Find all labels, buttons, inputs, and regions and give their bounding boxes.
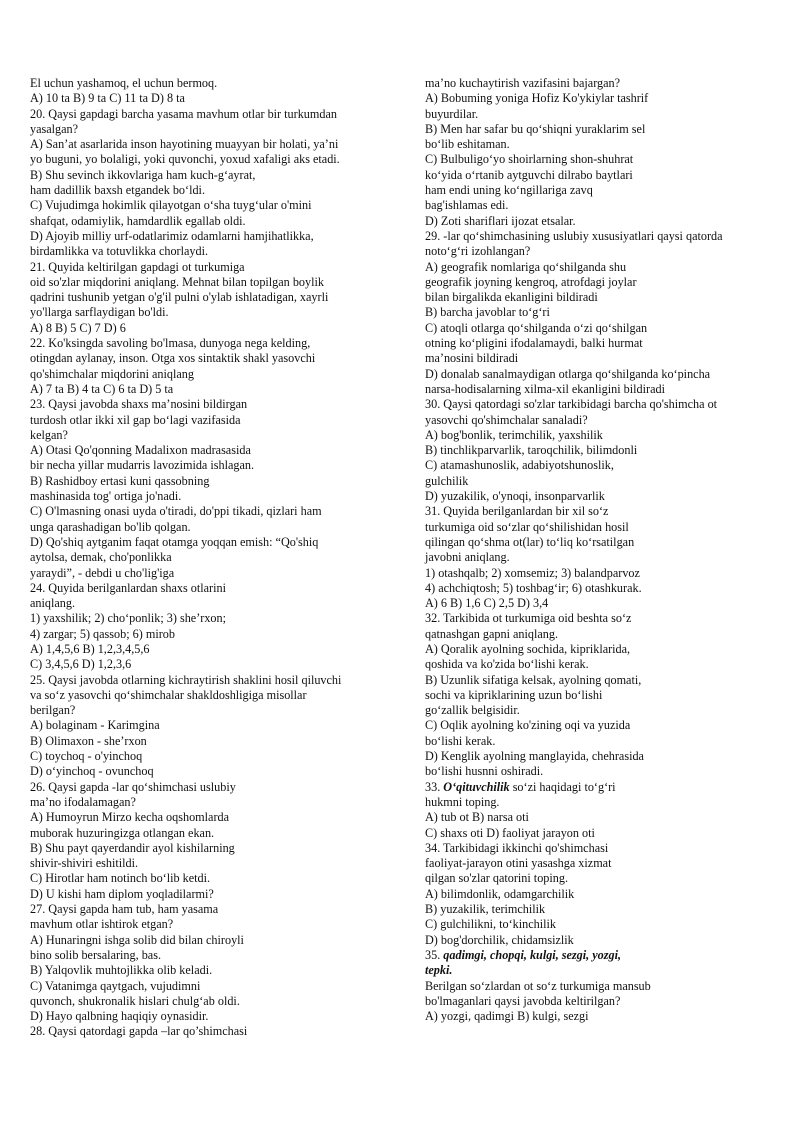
- text-line: bir necha yillar mudarris lavozimida ishlagan.: [30, 458, 255, 473]
- text-line: noto‘g‘ri izohlangan?: [425, 244, 531, 259]
- text-line: go‘zallik belgisidir.: [425, 703, 520, 718]
- text-line: D) donalab sanalmaydigan otlarga qo‘shilganda ko‘pincha: [425, 366, 711, 381]
- text-line: ko‘yida o‘rtanib aytguvchi dilrabo baytlari: [425, 167, 633, 182]
- text-line: ma’no kuchaytirish vazifasini bajargan?: [425, 76, 621, 90]
- text-line: C) Oqlik ayolning ko'zining oqi va yuzida: [425, 718, 631, 733]
- text-line: buyurdilar.: [425, 106, 479, 121]
- text-line: A) 1,4,5,6 B) 1,2,3,4,5,6: [30, 641, 150, 656]
- question-33-number: 33.: [425, 779, 444, 794]
- text-line: D) yuzakilik, o'ynoqi, insonparvarlik: [425, 489, 605, 504]
- text-line: bo‘lib eshitaman.: [425, 137, 510, 152]
- text-line: narsa-hodisalarning xilma-xil ekanligini bildiradi: [425, 381, 665, 396]
- text-line: bo'lmaganlari qaysi javobda keltirilgan?: [425, 993, 621, 1008]
- question-35-line: [425, 948, 773, 963]
- text-line: D) Hayo qalbning haqiqiy oynasidir.: [30, 1009, 209, 1024]
- text-line: ma’no ifodalamagan?: [30, 794, 136, 809]
- text-line: A) Hunaringni ishga solib did bilan chiroyli: [30, 932, 244, 947]
- text-line: B) Shu sevinch ikkovlariga ham kuch-g‘ayrat,: [30, 167, 256, 182]
- text-line: yo'llarga sarflaydigan bo'ldi.: [30, 305, 169, 320]
- text-line: qatnashgan gapni aniqlang.: [425, 626, 559, 641]
- text-line: aniqlang.: [30, 596, 76, 611]
- text-line: birdamlikka va totuvlikka chorlaydi.: [30, 244, 209, 259]
- text-line: A) bog'bonlik, terimchilik, yaxshilik: [425, 427, 603, 442]
- text-line: B) Uzunlik sifatiga kelsak, ayolning qomati,: [425, 672, 642, 687]
- text-line: D) bog'dorchilik, chidamsizlik: [425, 932, 574, 947]
- text-line: A) bolaginam - Karimgina: [30, 718, 160, 733]
- text-line: C) Hirotlar ham notinch bo‘lib ketdi.: [30, 871, 211, 886]
- text-line: D) Qo'shiq aytganim faqat otamga yoqqan emish: “Qo'shiq: [30, 534, 319, 549]
- text-line: bag'ishlamas edi.: [425, 198, 509, 213]
- text-line: 34. Tarkibidagi ikkinchi qo'shimchasi: [425, 840, 609, 855]
- text-line: turkumiga oid so‘zlar qo‘shilishidan hosil: [425, 519, 629, 534]
- text-line: bo‘lishi kerak.: [425, 733, 496, 748]
- text-line: D) o‘yinchoq - ovunchoq: [30, 764, 154, 779]
- text-line: B) Men har safar bu qo‘shiqni yuraklarim sel: [425, 121, 646, 136]
- text-line: B) Rashidboy ertasi kuni qassobning: [30, 473, 210, 488]
- text-line: 28. Qaysi qatordagi gapda –lar qo’shimchasi: [30, 1024, 248, 1039]
- text-line: D) Kenglik ayolning manglayida, chehrasida: [425, 749, 644, 764]
- text-line: A) San’at asarlarida inson hayotining muayyan bir holati, ya’ni: [30, 137, 339, 152]
- text-line: yasovchi qo'shimchalar sanaladi?: [425, 412, 588, 427]
- text-line: C) 3,4,5,6 D) 1,2,3,6: [30, 657, 132, 672]
- text-line: C) O'lmasning onasi uyda o'tiradi, do'ppi tikadi, qizlari ham: [30, 504, 322, 519]
- text-line: ham dadillik baxsh etgandek bo‘ldi.: [30, 183, 205, 198]
- text-line: bo‘lishi husnni oshiradi.: [425, 764, 544, 779]
- text-line: C) gulchilikni, to‘kinchilik: [425, 917, 557, 932]
- text-line: turdosh otlar ikki xil gap bo‘lagi vazifasida: [30, 412, 241, 427]
- text-line: B) yuzakilik, terimchilik: [425, 902, 546, 917]
- text-line: unga qarashadigan bo'lib qolgan.: [30, 519, 191, 534]
- right-column-part1: [425, 76, 773, 780]
- text-line: 1) yaxshilik; 2) cho‘ponlik; 3) she’rxon;: [30, 611, 226, 626]
- text-line: 27. Qaysi gapda ham tub, ham yasama: [30, 902, 219, 917]
- text-line: yaraydi”, - debdi u cho'lig'iga: [30, 565, 175, 580]
- text-line: B) Shu payt qayerdandir ayol kishilarning: [30, 840, 235, 855]
- text-line: D) U kishi ham diplom yoqladilarmi?: [30, 886, 214, 901]
- right-column: [425, 76, 773, 1024]
- text-line: A) Humoyrun Mirzo kecha oqshomlarda: [30, 810, 230, 825]
- text-line: B) barcha javoblar to‘g‘ri: [425, 305, 550, 320]
- text-line: A) Otasi Qo'qonning Madalixon madrasasida: [30, 443, 251, 458]
- text-line: A) tub ot B) narsa oti: [425, 810, 529, 825]
- text-line: otning ko‘pligini ifodalamaydi, balki hurmat: [425, 336, 643, 351]
- text-line: A) 10 ta B) 9 ta C) 11 ta D) 8 ta: [30, 91, 185, 106]
- text-line: berilgan?: [30, 703, 76, 718]
- text-line: 23. Qaysi javobda shaxs ma’nosini bildirgan: [30, 397, 248, 412]
- text-line: 32. Tarkibida ot turkumiga oid beshta so‘z: [425, 611, 632, 626]
- text-line: C) shaxs oti D) faoliyat jarayon oti: [425, 825, 595, 840]
- text-line: C) atoqli otlarga qo‘shilganda o‘zi qo‘shilgan: [425, 320, 648, 335]
- text-line: A) Qoralik ayolning sochida, kipriklarida,: [425, 641, 631, 656]
- text-line: qoshida va ko'zida bo‘lishi kerak.: [425, 657, 589, 672]
- text-line: A) 6 B) 1,6 C) 2,5 D) 3,4: [425, 596, 549, 611]
- text-line: B) Olimaxon - she’rxon: [30, 733, 147, 748]
- question-33-line: [425, 780, 773, 795]
- text-line: yasalgan?: [30, 121, 79, 136]
- text-line: qo'shimchalar miqdorini aniqlang: [30, 366, 194, 381]
- text-line: aytolsa, demak, cho'ponlikka: [30, 550, 172, 565]
- text-line: oid so'zlar miqdorini aniqlang. Mehnat bilan topilgan boylik: [30, 274, 324, 289]
- question-35-words-cont: tepki.: [425, 963, 453, 978]
- text-line: mavhum otlar ishtirok etgan?: [30, 917, 174, 932]
- text-line: D) Ajoyib milliy urf-odatlarimiz odamlarni hamjihatlikka,: [30, 228, 314, 243]
- text-line: qilgan so'zlar qatorini toping.: [425, 871, 569, 886]
- text-line: C) Vujudimga hokimlik qilayotgan o‘sha tuyg‘ular o'mini: [30, 198, 312, 213]
- text-line: bilan birgalikda ekanligini bildiradi: [425, 290, 598, 305]
- text-line: sochi va kipriklarining uzun bo‘lishi: [425, 687, 603, 702]
- right-column-part2: [425, 795, 773, 948]
- text-line: A) bilimdonlik, odamgarchilik: [425, 886, 575, 901]
- text-line: otingdan aylanay, inson. Otga xos sintaktik shakl yasovchi: [30, 351, 316, 366]
- text-line: shafqat, odamiylik, hamdardlik egallab oldi.: [30, 213, 246, 228]
- text-line: 4) zargar; 5) qassob; 6) mirob: [30, 626, 175, 641]
- text-line: 29. -lar qo‘shimchasining uslubiy xususiyatlari qaysi qatorda: [425, 228, 723, 243]
- text-line: gulchilik: [425, 473, 469, 488]
- right-column-part3: [425, 979, 773, 1025]
- text-line: geografik joyning kengroq, atrofdagi joylar: [425, 274, 637, 289]
- text-line: B) Yalqovlik muhtojlikka olib keladi.: [30, 963, 213, 978]
- text-line: qilingan qo‘shma ot(lar) to‘liq ko‘rsatilgan: [425, 534, 635, 549]
- text-line: C) toychoq - o'yinchoq: [30, 749, 143, 764]
- text-line: kelgan?: [30, 427, 68, 442]
- text-line: 21. Quyida keltirilgan gapdagi ot turkumiga: [30, 259, 245, 274]
- text-line: C) atamashunoslik, adabiyotshunoslik,: [425, 458, 614, 473]
- text-line: 31. Quyida berilganlardan bir xil so‘z: [425, 504, 609, 519]
- text-line: ham endi uning ko‘ngillariga zavq: [425, 183, 593, 198]
- text-line: 24. Quyida berilganlardan shaxs otlarini: [30, 580, 226, 595]
- text-line: D) Zoti shariflari ijozat etsalar.: [425, 213, 576, 228]
- text-line: hukmni toping.: [425, 794, 500, 809]
- question-33-term: O‘qituvchilik: [443, 779, 510, 794]
- text-line: 30. Qaysi qatordagi so'zlar tarkibidagi barcha qo'shimcha ot: [425, 397, 718, 412]
- text-line: shivir-shiviri eshitildi.: [30, 856, 139, 871]
- question-35-words: qadimgi, chopqi, kulgi, sezgi, yozgi,: [443, 947, 622, 962]
- text-line: A) geografik nomlariga qo‘shilganda shu: [425, 259, 627, 274]
- text-line: 4) achchiqtosh; 5) toshbag‘ir; 6) otashkurak.: [425, 580, 642, 595]
- text-line: muborak huzuringizga otlangan ekan.: [30, 825, 215, 840]
- text-line: faoliyat-jarayon otini yasashga xizmat: [425, 856, 612, 871]
- text-line: A) Bobuming yoniga Hofiz Ko'ykiylar tashrif: [425, 91, 649, 106]
- text-line: B) tinchlikparvarlik, taroqchilik, bilimdonli: [425, 443, 638, 458]
- text-line: javobni aniqlang.: [425, 550, 510, 565]
- left-column: [30, 76, 392, 1040]
- text-line: 25. Qaysi javobda otlarning kichraytirish shaklini hosil qiluvchi: [30, 672, 342, 687]
- text-line: Berilgan so‘zlardan ot so‘z turkumiga mansub: [425, 978, 651, 993]
- text-line: A) 8 B) 5 C) 7 D) 6: [30, 320, 126, 335]
- text-line: yo buguni, yo bolaligi, yoki quvonchi, yoxud xafaligi aks etadi.: [30, 152, 340, 167]
- text-line: A) 7 ta B) 4 ta C) 6 ta D) 5 ta: [30, 381, 174, 396]
- text-line: El uchun yashamoq, el uchun bermoq.: [30, 76, 218, 90]
- text-line: 22. Ko'ksingda savoling bo'lmasa, dunyoga nega kelding,: [30, 336, 311, 351]
- text-line: A) yozgi, qadimgi B) kulgi, sezgi: [425, 1009, 589, 1024]
- text-line: 1) otashqalb; 2) xomsemiz; 3) balandparvoz: [425, 565, 640, 580]
- text-line: C) Bulbuligo‘yo shoirlarning shon-shuhrat: [425, 152, 634, 167]
- text-line: qadrini tushunib yetgan o'g'il pulni o'ylab ishlatadigan, xayrli: [30, 290, 329, 305]
- text-line: quvonch, shukronalik hislari chulg‘ab oldi.: [30, 993, 240, 1008]
- question-33-rest: so‘zi haqidagi to‘g‘ri: [509, 779, 616, 794]
- text-line: mashinasida tog' ortiga jo'nadi.: [30, 489, 182, 504]
- text-line: C) Vatanimga qaytgach, vujudimni: [30, 978, 201, 993]
- question-35-number: 35.: [425, 947, 444, 962]
- text-line: 20. Qaysi gapdagi barcha yasama mavhum otlar bir turkumdan: [30, 106, 337, 121]
- text-line: ma’nosini bildiradi: [425, 351, 519, 366]
- text-line: va so‘z yasovchi qo‘shimchalar shakldoshligiga misollar: [30, 687, 307, 702]
- text-line: 26. Qaysi gapda -lar qo‘shimchasi uslubiy: [30, 779, 236, 794]
- text-line: bino solib bersalaring, bas.: [30, 947, 161, 962]
